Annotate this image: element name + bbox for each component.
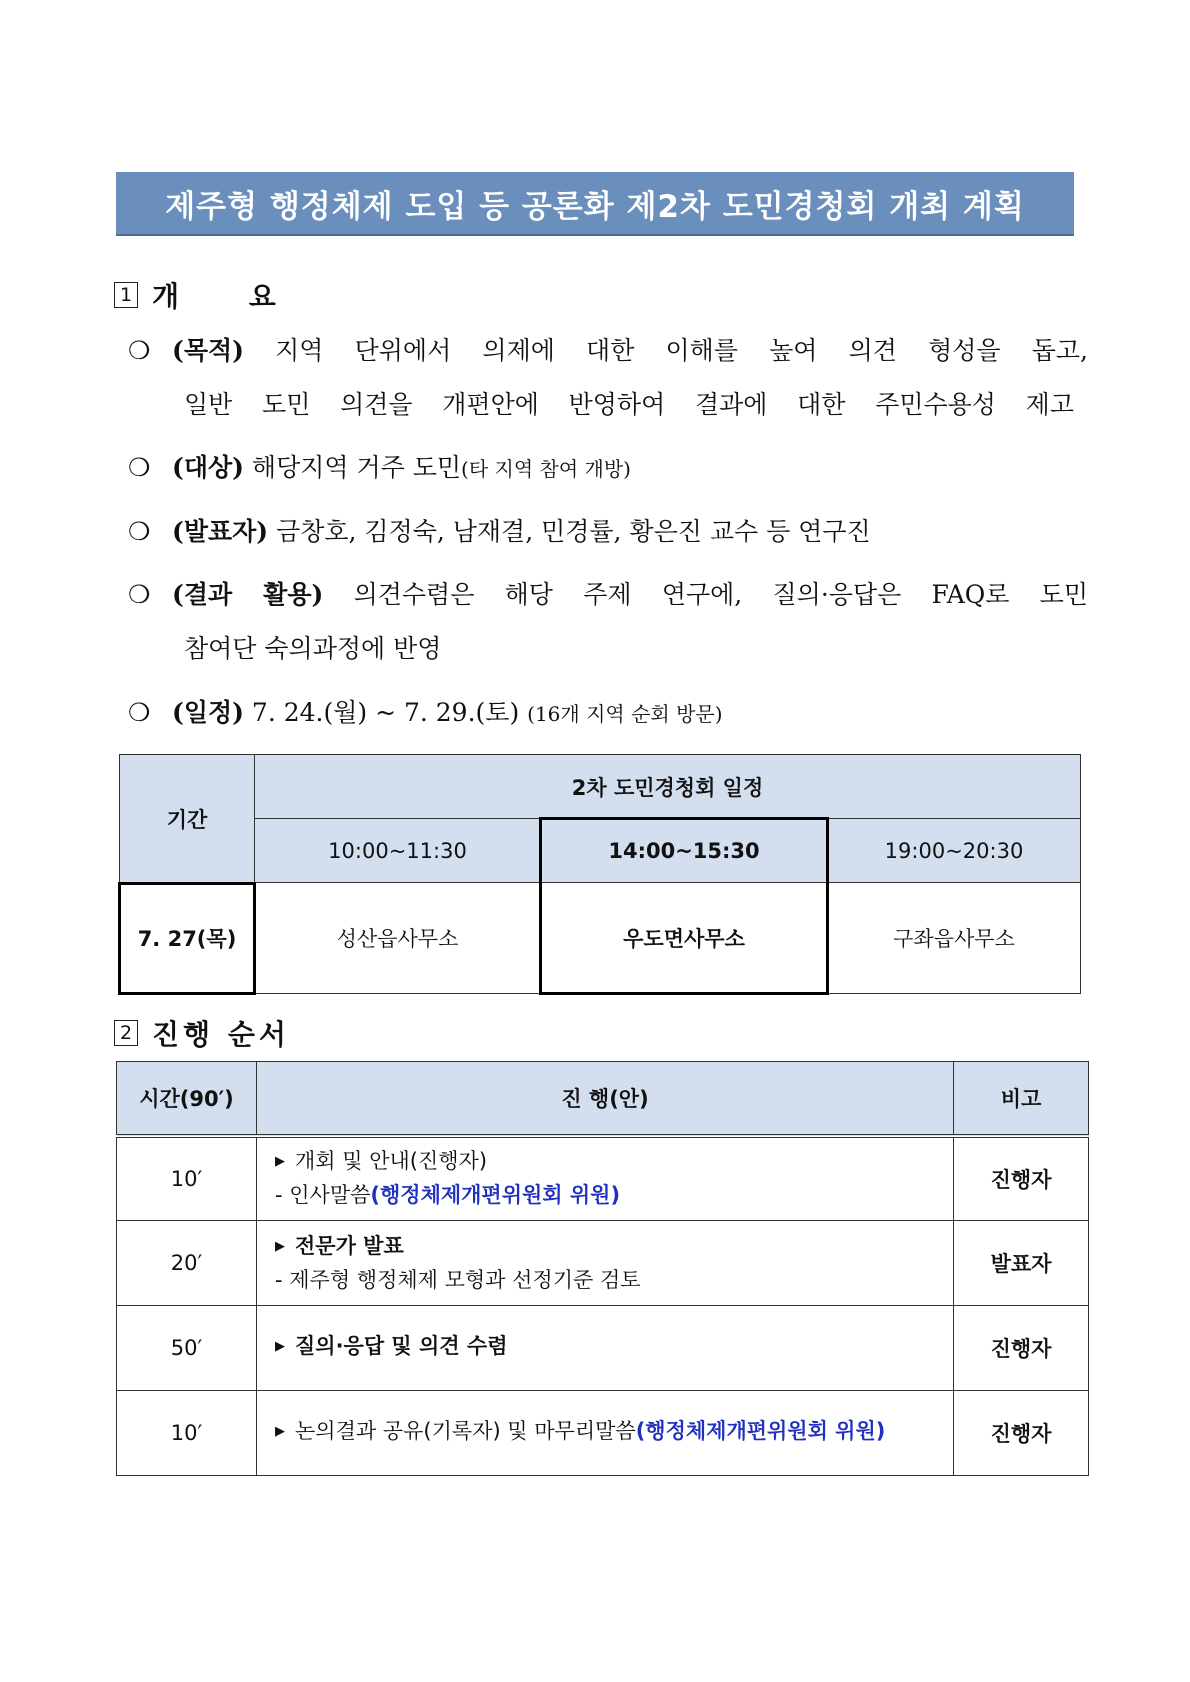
program-table — [116, 1061, 1089, 1476]
bullet-target-note: (타 지역 참여 개방) — [461, 457, 631, 481]
program-row-line2: - 제주형 행정체제 모형과 선정기준 검토 — [275, 1267, 641, 1292]
program-row — [117, 1221, 1089, 1306]
bullet-usage-line1: 의견수렴은 해당 주제 연구에, 질의·응답은 FAQ로 도민 — [353, 580, 1088, 609]
bullet-usage — [128, 568, 1088, 622]
program-row-time: 10′ — [117, 1136, 257, 1221]
program-row-time: 10′ — [117, 1391, 257, 1476]
document-title: 제주형 행정체제 도입 등 공론화 제2차 도민경청회 개최 계획 — [165, 188, 1025, 225]
bullet-purpose-line1: 지역 단위에서 의제에 대한 이해를 높여 의견 형성을 돕고, — [275, 336, 1088, 365]
section-1-title: 개 요 — [152, 280, 306, 313]
program-row-content — [257, 1306, 954, 1391]
section-2-number: 2 — [114, 1020, 138, 1046]
schedule-time-2: 14:00~15:30 — [541, 819, 828, 883]
triangle-bullet-icon: ▶ — [275, 1424, 285, 1439]
bullet-usage-line2: 참여단 숙의과정에 반영 — [184, 634, 442, 663]
bullet-target-text: 해당지역 거주 도민 — [251, 453, 462, 482]
bullet-purpose — [128, 324, 1088, 378]
bullet-presenters-head: (발표자) — [172, 517, 269, 546]
program-header-row — [117, 1062, 1089, 1136]
program-row-content — [257, 1136, 954, 1221]
triangle-bullet-icon: ▶ — [275, 1238, 285, 1254]
program-header-content: 진 행(안) — [257, 1062, 954, 1136]
section-1-number: 1 — [114, 282, 138, 308]
schedule-period-header: 기간 — [120, 755, 255, 883]
schedule-place-3: 구좌읍사무소 — [828, 883, 1081, 994]
schedule-time-1: 10:00~11:30 — [255, 819, 541, 883]
bullet-presenters — [128, 505, 1088, 559]
bullet-purpose-continued — [184, 378, 1074, 432]
program-row-content — [257, 1391, 954, 1476]
program-row-time: 50′ — [117, 1306, 257, 1391]
schedule-date: 7. 27(목) — [120, 883, 255, 994]
schedule-place-2: 우도면사무소 — [541, 883, 828, 994]
bullet-marker: ❍ — [128, 336, 151, 365]
program-row-line1: 질의·응답 및 의견 수렴 — [295, 1334, 508, 1358]
section-2-title: 진행 순서 — [152, 1018, 290, 1051]
program-row-line1: 전문가 발표 — [295, 1233, 404, 1258]
bullet-schedule-head: (일정) — [172, 698, 244, 727]
program-row-note: 진행자 — [954, 1391, 1089, 1476]
bullet-usage-continued — [184, 622, 1074, 676]
section-1-heading — [114, 275, 306, 315]
document-title-bar — [116, 172, 1074, 236]
schedule-table — [119, 754, 1081, 994]
program-row-time: 20′ — [117, 1221, 257, 1306]
program-row-note: 진행자 — [954, 1136, 1089, 1221]
bullet-schedule-text: 7. 24.(월) ~ 7. 29.(토) — [251, 698, 520, 727]
program-header-time: 시간(90′) — [117, 1062, 257, 1136]
program-row-note: 발표자 — [954, 1221, 1089, 1306]
schedule-time-3: 19:00~20:30 — [828, 819, 1081, 883]
schedule-place-1: 성산읍사무소 — [255, 883, 541, 994]
bullet-marker: ❍ — [128, 698, 151, 727]
program-row-highlight: (행정체제개편위원회 위원) — [370, 1183, 621, 1208]
bullet-purpose-line2: 일반 도민 의견을 개편안에 반영하여 결과에 대한 주민수용성 제고 — [184, 390, 1074, 419]
bullet-marker: ❍ — [128, 580, 151, 609]
bullet-usage-head: (결과 활용) — [172, 580, 324, 609]
program-row — [117, 1391, 1089, 1476]
bullet-target — [128, 441, 1088, 496]
program-row — [117, 1136, 1089, 1221]
program-row-line1: 논의결과 공유(기록자) 및 마무리말씀 — [295, 1419, 636, 1443]
bullet-target-head: (대상) — [172, 453, 244, 482]
triangle-bullet-icon: ▶ — [275, 1154, 285, 1170]
program-row — [117, 1306, 1089, 1391]
section-2-heading — [114, 1013, 290, 1053]
bullet-schedule-note: (16개 지역 순회 방문) — [527, 702, 723, 726]
bullet-purpose-head: (목적) — [172, 336, 244, 365]
program-row-note: 진행자 — [954, 1306, 1089, 1391]
program-header-note: 비고 — [954, 1062, 1089, 1136]
bullet-presenters-text: 금창호, 김정숙, 남재결, 민경률, 황은진 교수 등 연구진 — [276, 517, 871, 546]
bullet-marker: ❍ — [128, 517, 151, 546]
program-row-line1: 개회 및 안내(진행자) — [295, 1149, 488, 1174]
schedule-table-title: 2차 도민경청회 일정 — [255, 755, 1081, 819]
program-row-content — [257, 1221, 954, 1306]
program-row-highlight: (행정체제개편위원회 위원) — [635, 1419, 886, 1443]
triangle-bullet-icon: ▶ — [275, 1339, 285, 1354]
bullet-marker: ❍ — [128, 453, 151, 482]
bullet-schedule — [128, 686, 1088, 741]
program-row-line2: - 인사말씀 — [275, 1183, 371, 1208]
